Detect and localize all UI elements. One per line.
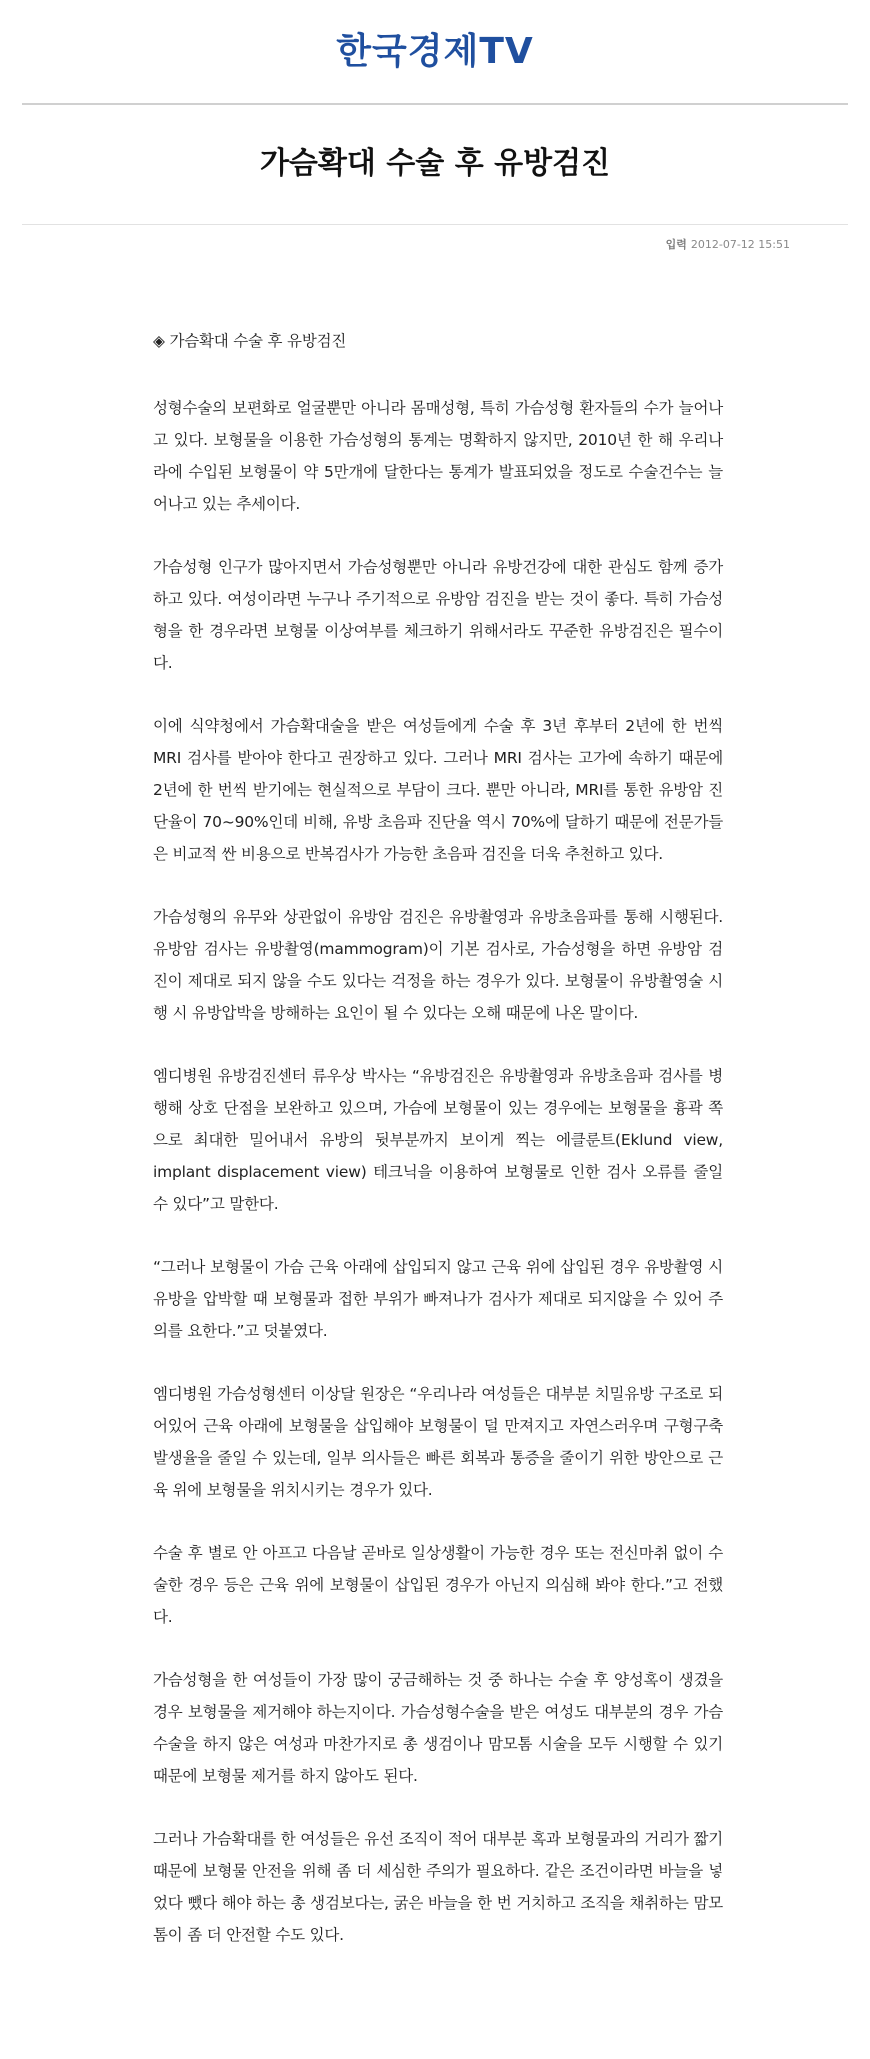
article-paragraph: 엠디병원 유방검진센터 류우상 박사는 “유방검진은 유방촬영과 유방초음파 검사를 병행해 상호 단점을 보완하고 있으며, 가슴에 보형물이 있는 경우에는 보형물을 흉곽 쪽으로 최대한 밀어내서 유방의 뒷부분까지 보이게 찍는 에클룬트(Eklund view, implant displacement view) 테크닉을 이용하여 보형물로 인한 검사 오류를 줄일 수 있다”고 말한다. bbox=[153, 1067, 723, 1213]
title-divider bbox=[22, 224, 848, 225]
date-label: 입력 bbox=[665, 238, 687, 251]
article-paragraph: 가슴성형 인구가 많아지면서 가슴성형뿐만 아니라 유방건강에 대한 관심도 함께 증가하고 있다. 여성이라면 누구나 주기적으로 유방암 검진을 받는 것이 좋다. 특히 가슴성형을 한 경우라면 보형물 이상여부를 체크하기 위해서라도 꾸준한 유방검진은 필수이다. bbox=[153, 558, 723, 672]
article-title-area bbox=[0, 104, 870, 224]
article-paragraph: 성형수술의 보편화로 얼굴뿐만 아니라 몸매성형, 특히 가슴성형 환자들의 수가 늘어나고 있다. 보형물을 이용한 가슴성형의 통계는 명확하지 않지만, 2010년 한 해 우리나라에 수입된 보형물이 약 5만개에 달한다는 통계가 발표되었을 정도로 수술건수는 늘어나고 있는 추세이다. bbox=[153, 399, 723, 513]
site-logo[interactable]: 한국경제TV bbox=[336, 31, 534, 72]
article-paragraph: 그러나 가슴확대를 한 여성들은 유선 조직이 적어 대부분 혹과 보형물과의 거리가 짧기 때문에 보형물 안전을 위해 좀 더 세심한 주의가 필요하다. 같은 조건이라면 바늘을 넣었다 뺐다 해야 하는 총 생검보다는, 굵은 바늘을 한 번 거치하고 조직을 채취하는 맘모톰이 좀 더 안전할 수도 있다. bbox=[153, 1830, 723, 1944]
article-paragraph: 가슴성형의 유무와 상관없이 유방암 검진은 유방촬영과 유방초음파를 통해 시행된다. 유방암 검사는 유방촬영(mammogram)이 기본 검사로, 가슴성형을 하면 유방암 검진이 제대로 되지 않을 수도 있다는 걱정을 하는 경우가 있다. 보형물이 유방촬영술 시행 시 유방압박을 방해하는 요인이 될 수 있다는 오해 때문에 나온 말이다. bbox=[153, 908, 723, 1022]
article-paragraph: “그러나 보형물이 가슴 근육 아래에 삽입되지 않고 근육 위에 삽입된 경우 유방촬영 시 유방을 압박할 때 보형물과 접한 부위가 빠져나가 검사가 제대로 되지않을 수 있어 주의를 요한다.”고 덧붙였다. bbox=[153, 1258, 723, 1340]
article-paragraph: 가슴성형을 한 여성들이 가장 많이 궁금해하는 것 중 하나는 수술 후 양성혹이 생겼을 경우 보형물을 제거해야 하는지이다. 가슴성형수술을 받은 여성도 대부분의 경우 가슴수술을 하지 않은 여성과 마찬가지로 총 생검이나 맘모톰 시술을 모두 시행할 수 있기 때문에 보형물 제거를 하지 않아도 된다. bbox=[153, 1671, 723, 1785]
article-paragraph: 이에 식약청에서 가슴확대술을 받은 여성들에게 수술 후 3년 후부터 2년에 한 번씩 MRI 검사를 받아야 한다고 권장하고 있다. 그러나 MRI 검사는 고가에 속하기 때문에 2년에 한 번씩 받기에는 현실적으로 부담이 크다. 뿐만 아니라, MRI를 통한 유방암 진단율이 70~90%인데 비해, 유방 초음파 진단율 역시 70%에 달하기 때문에 전문가들은 비교적 싼 비용으로 반복검사가 가능한 초음파 검진을 더욱 추천하고 있다. bbox=[153, 717, 723, 863]
article-date: 2012-07-12 15:51 bbox=[690, 238, 790, 251]
site-header bbox=[0, 0, 870, 104]
article-title: 가슴확대 수술 후 유방검진 bbox=[259, 146, 611, 181]
article-body bbox=[153, 325, 723, 1951]
article-lead: ◈ 가슴확대 수술 후 유방검진 bbox=[153, 332, 347, 350]
article-paragraph: 수술 후 별로 안 아프고 다음날 곧바로 일상생활이 가능한 경우 또는 전신마취 없이 수술한 경우 등은 근육 위에 보형물이 삽입된 경우가 아닌지 의심해 봐야 한다.”고 전했다. bbox=[153, 1544, 723, 1626]
article-paragraph: 엠디병원 가슴성형센터 이상달 원장은 “우리나라 여성들은 대부분 치밀유방 구조로 되어있어 근육 아래에 보형물을 삽입해야 보형물이 덜 만져지고 자연스러우며 구형구축 발생율을 줄일 수 있는데, 일부 의사들은 빠른 회복과 통증을 줄이기 위한 방안으로 근육 위에 보형물을 위치시키는 경우가 있다. bbox=[153, 1385, 723, 1499]
article-meta bbox=[0, 237, 790, 253]
